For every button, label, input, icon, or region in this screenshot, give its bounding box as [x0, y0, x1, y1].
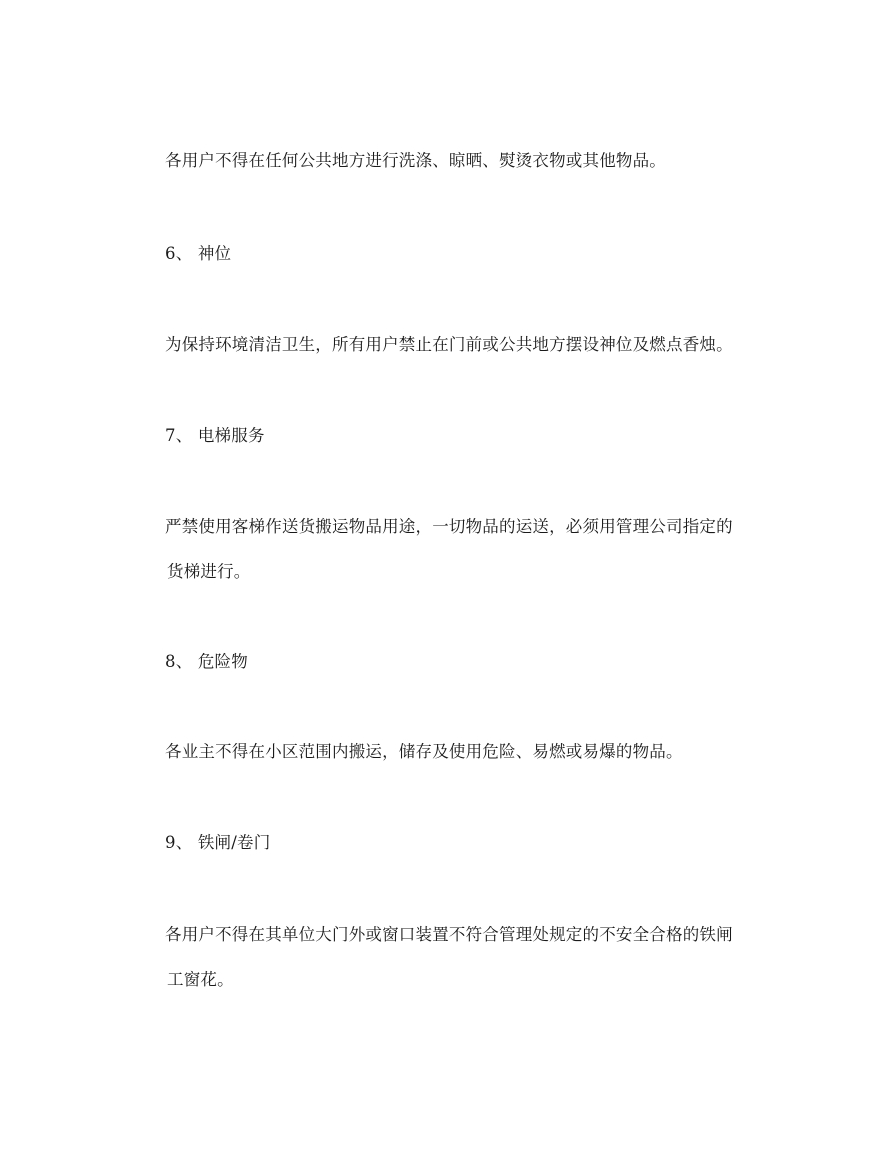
paragraph-dangerous-goods: 各业主不得在小区范围内搬运，储存及使用危险、易燃或易爆的物品。	[165, 742, 683, 761]
heading-dangerous-goods: 8、 危险物	[165, 652, 248, 671]
paragraph-public-laundry: 各用户不得在任何公共地方进行洗涤、晾晒、熨烫衣物或其他物品。	[165, 151, 666, 170]
paragraph-iron-gate-line2: 工窗花。	[167, 970, 234, 989]
paragraph-elevator-line2: 货梯进行。	[167, 562, 251, 581]
paragraph-shrine: 为保持环境清洁卫生，所有用户禁止在门前或公共地方摆设神位及燃点香烛。	[165, 335, 733, 354]
paragraph-elevator-line1: 严禁使用客梯作送货搬运物品用途，一切物品的运送，必须用管理公司指定的	[165, 517, 733, 536]
paragraph-iron-gate-line1: 各用户不得在其单位大门外或窗口装置不符合管理处规定的不安全合格的铁闸	[165, 925, 733, 944]
heading-elevator-service: 7、 电梯服务	[165, 426, 265, 445]
heading-iron-gate: 9、 铁闸/卷门	[165, 833, 271, 852]
heading-shrine: 6、 神位	[165, 244, 232, 263]
